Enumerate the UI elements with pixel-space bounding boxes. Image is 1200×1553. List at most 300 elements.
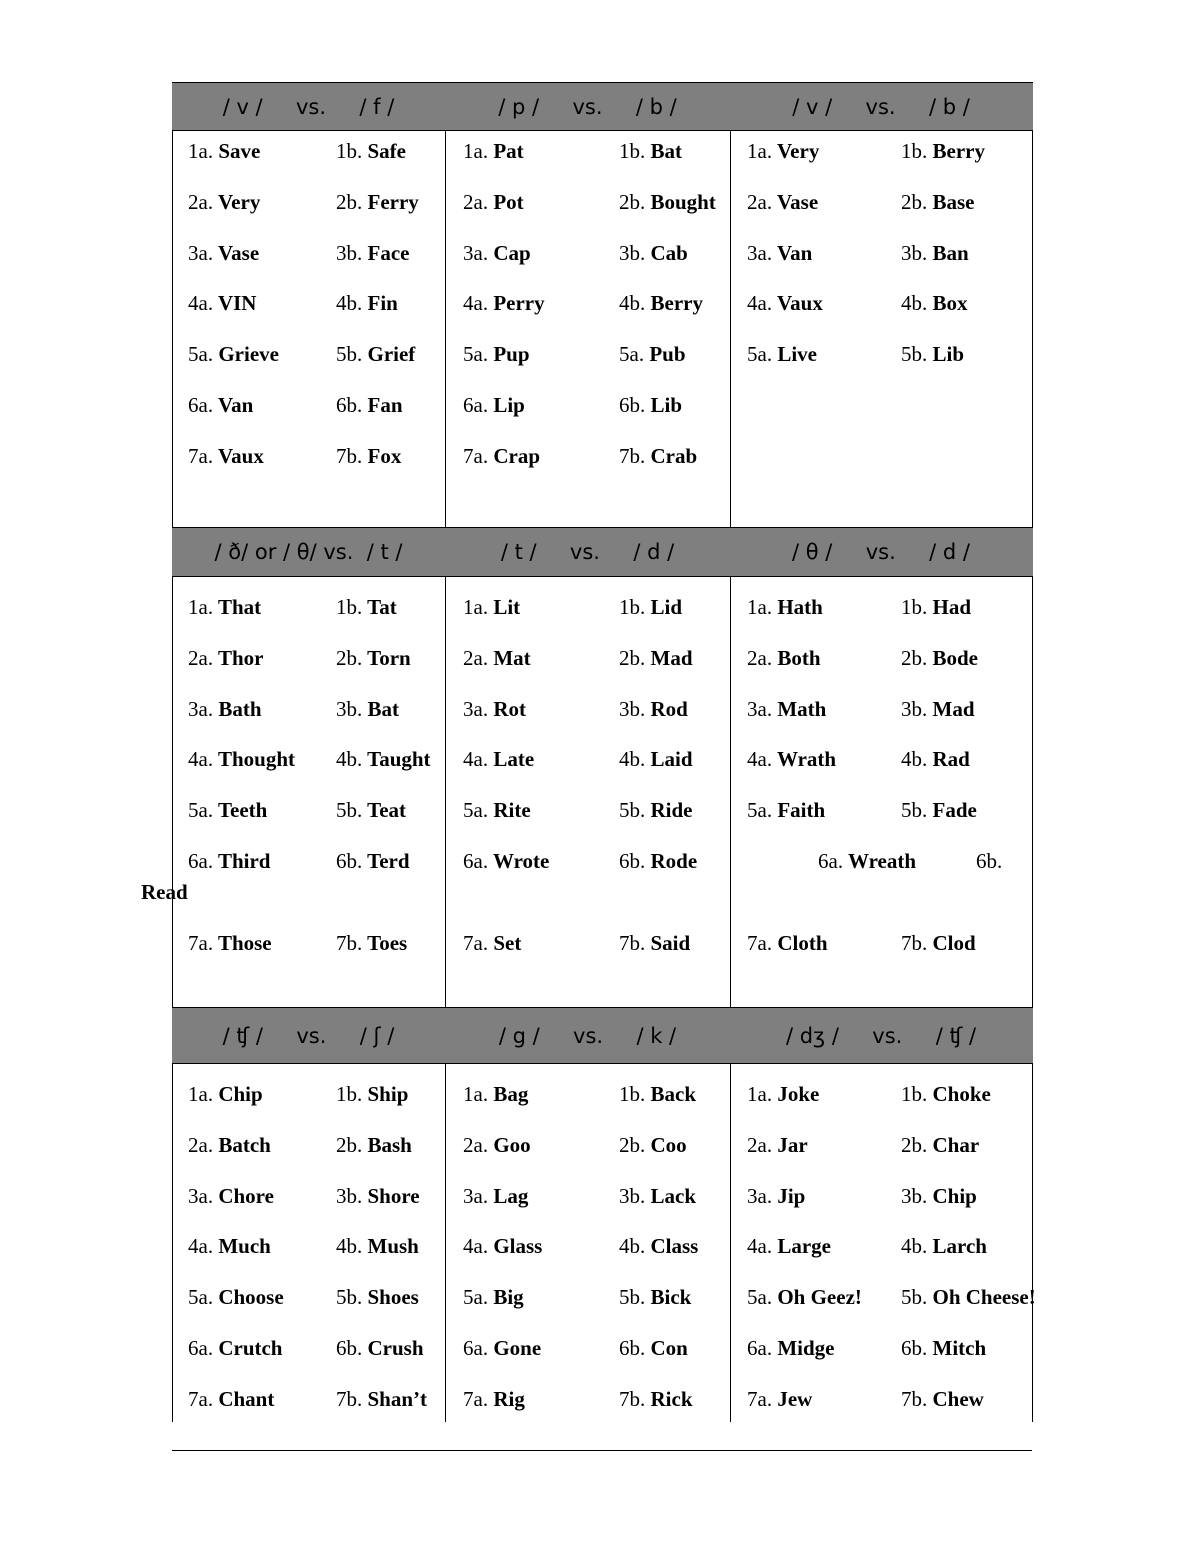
pair-label: 7b.: [336, 443, 363, 468]
pair-label: 7a.: [188, 1386, 214, 1411]
pair-word: That: [213, 595, 262, 619]
pair-word: Jar: [772, 1132, 808, 1157]
pair-label: 4b.: [619, 291, 646, 316]
word-a: [188, 849, 270, 873]
pair-label: 4a.: [747, 291, 773, 316]
word-a: [463, 1234, 542, 1258]
word-b: [619, 595, 682, 619]
pair-word: Mitch: [927, 1336, 987, 1360]
word-a: [188, 1184, 274, 1208]
word-a: [463, 646, 531, 670]
word-a: [463, 931, 521, 955]
pair-label: 4b.: [901, 291, 928, 316]
pair-word: Chip: [927, 1183, 977, 1208]
footer-rule: [172, 1450, 1032, 1451]
pair-word: Pup: [488, 342, 530, 367]
word-a: [188, 1234, 271, 1258]
word-a: [747, 1133, 808, 1157]
pair-word: Pat: [488, 139, 524, 163]
pair-label: 1a.: [188, 139, 214, 163]
pair-label: 4a.: [463, 747, 489, 772]
pair-word: Crap: [488, 443, 540, 468]
pair-label: 7a.: [188, 930, 214, 955]
pair-word: Teat: [362, 798, 407, 823]
pair-word: Rig: [488, 1386, 525, 1411]
word-b: [901, 931, 976, 955]
pair-word: Vase: [772, 189, 819, 214]
pair-word: Math: [772, 696, 827, 721]
pair-word: Thought: [213, 747, 295, 772]
pair-label: 2b.: [901, 1132, 928, 1157]
pair-label: 2b.: [336, 645, 363, 670]
word-b: [336, 241, 409, 265]
word-b: [901, 190, 975, 214]
word-a: [188, 139, 260, 163]
pair-word: Torn: [362, 645, 411, 670]
pair-word: Chore: [213, 1183, 274, 1208]
pair-label: 3b.: [336, 240, 363, 265]
word-b: [619, 747, 693, 771]
pair-word: Back: [645, 1082, 697, 1106]
pair-label: 5b.: [619, 798, 646, 823]
pair-label: 2a.: [747, 189, 773, 214]
word-a: [188, 595, 261, 619]
pair-word: Shan’t: [362, 1386, 428, 1411]
word-b: [336, 1336, 424, 1360]
pair-word: Grief: [362, 342, 416, 367]
pair-label: 6a.: [188, 1336, 214, 1360]
pair-word: Wrote: [488, 849, 550, 873]
column-header: / ʧ / vs. / ʃ /: [222, 1024, 395, 1048]
word-a: [463, 393, 525, 417]
pair-label: 5a.: [463, 798, 489, 823]
pair-word: Class: [645, 1234, 699, 1259]
word-b: [336, 1082, 408, 1106]
word-b: [336, 190, 419, 214]
word-b: [336, 342, 415, 366]
pair-label: 2b.: [619, 189, 646, 214]
word-b: [901, 697, 975, 721]
pair-label: 3b.: [336, 1183, 363, 1208]
pair-label: 5a.: [188, 798, 214, 823]
pair-label: 4b.: [901, 747, 928, 772]
word-a: [463, 444, 540, 468]
pair-label: 3a.: [747, 240, 773, 265]
pair-word: Larch: [927, 1234, 987, 1259]
pair-word: Vaux: [213, 443, 264, 468]
pair-label: 4a.: [463, 291, 489, 316]
word-a: [463, 291, 545, 315]
word-b: [619, 190, 716, 214]
pair-label: 4a.: [747, 747, 773, 772]
pair-label: 7b.: [336, 930, 363, 955]
pair-word: Wrath: [772, 747, 837, 772]
pair-word: Char: [927, 1132, 980, 1157]
pair-word: Vaux: [772, 291, 823, 316]
pair-word: Set: [488, 930, 522, 955]
pair-word: Said: [645, 930, 691, 955]
pair-label: 3a.: [747, 1183, 773, 1208]
pair-label: 4b.: [619, 1234, 646, 1259]
pair-word: Jew: [772, 1386, 813, 1411]
pair-word: Big: [488, 1285, 524, 1310]
pair-label: 4b.: [336, 1234, 363, 1259]
word-a: [188, 1336, 283, 1360]
pair-word: Cloth: [772, 930, 828, 955]
word-b: [336, 747, 431, 771]
pair-label: 1a.: [188, 1082, 214, 1106]
word-b: [336, 444, 401, 468]
column-header: / t / vs. / d /: [500, 540, 675, 564]
pair-word: Rod: [645, 696, 688, 721]
pair-label: 6b.: [336, 849, 363, 873]
word-a: [463, 798, 531, 822]
pair-label: 3a.: [747, 696, 773, 721]
pair-word: Clod: [927, 930, 976, 955]
word-b: [901, 595, 971, 619]
word-a: [747, 595, 823, 619]
pair-word: Cab: [645, 240, 688, 265]
pair-word: Crutch: [213, 1336, 283, 1360]
pair-word: Rite: [488, 798, 531, 823]
column-header: / p / vs. / b /: [498, 95, 677, 119]
pair-label: 1a.: [747, 139, 773, 163]
word-a: [188, 342, 279, 366]
pair-word: Oh Geez!: [772, 1285, 862, 1310]
pair-label: 4a.: [188, 291, 214, 316]
column-header: / v / vs. / b /: [792, 95, 970, 119]
pair-word: Ship: [362, 1082, 409, 1106]
pair-word: Shore: [362, 1183, 420, 1208]
pair-label: 6a.: [463, 849, 489, 873]
pair-word: Berry: [927, 139, 985, 163]
pair-word: Chant: [213, 1386, 275, 1411]
pair-label: 6b.: [336, 1336, 363, 1360]
word-a: [188, 798, 267, 822]
word-b: [336, 595, 397, 619]
word-b: [901, 1285, 1036, 1309]
word-b: [901, 1133, 979, 1157]
word-a: [463, 1133, 531, 1157]
pair-word: Safe: [362, 139, 406, 163]
word-a: [463, 190, 524, 214]
word-a: [463, 1336, 541, 1360]
pair-label: 7b.: [901, 930, 928, 955]
word-b: [901, 798, 977, 822]
pair-label: 2b.: [901, 645, 928, 670]
pair-label: 5a.: [619, 342, 645, 367]
pair-label: 6a.: [188, 393, 214, 417]
pair-word: Fox: [362, 443, 402, 468]
pair-word: Fin: [362, 291, 398, 316]
pair-word: Faith: [772, 798, 826, 823]
pair-word: Face: [362, 240, 410, 265]
pair-label: 3b.: [901, 240, 928, 265]
column-header: / g / vs. / k /: [498, 1024, 677, 1048]
pair-word: Bick: [645, 1285, 692, 1310]
word-a: [463, 1184, 528, 1208]
pair-word: Box: [927, 291, 968, 316]
word-a: [747, 697, 826, 721]
pair-word: Bought: [645, 189, 716, 214]
word-a: [747, 931, 828, 955]
pair-word: Bat: [362, 696, 399, 721]
pair-word: Ride: [645, 798, 693, 823]
word-b: [619, 139, 682, 163]
word-b: [976, 849, 1002, 873]
pair-word: Rode: [645, 849, 698, 873]
pair-word: Mad: [927, 696, 975, 721]
pair-label: 7b.: [336, 1386, 363, 1411]
pair-label: 7b.: [619, 1386, 646, 1411]
pair-label: 5a.: [188, 342, 214, 367]
word-a: [188, 291, 256, 315]
column-divider: [445, 82, 446, 1422]
pair-label: 6b.: [619, 849, 646, 873]
word-b: [336, 1387, 427, 1411]
pair-word: Lag: [488, 1183, 529, 1208]
column-divider: [1032, 82, 1033, 1422]
pair-word: Live: [772, 342, 817, 367]
column-header: / ð/ or / θ/ vs. / t /: [214, 540, 403, 564]
pair-word: Ban: [927, 240, 969, 265]
pair-word: Coo: [645, 1132, 687, 1157]
pair-label: 7a.: [747, 930, 773, 955]
pair-label: 3a.: [188, 240, 214, 265]
pair-label: 1b.: [336, 1082, 363, 1106]
pair-word: Hath: [772, 595, 823, 619]
word-a: [463, 595, 520, 619]
pair-label: 6a.: [188, 849, 214, 873]
pair-word: Lip: [488, 393, 525, 417]
pair-label: 3b.: [619, 1183, 646, 1208]
word-a: [747, 1285, 862, 1309]
word-a: [747, 1336, 834, 1360]
pair-word: Grieve: [213, 342, 279, 367]
pair-label: 6b.: [901, 1336, 928, 1360]
pair-word: Midge: [772, 1336, 835, 1360]
pair-word: Terd: [362, 849, 410, 873]
pair-word: Lib: [927, 342, 965, 367]
pair-label: 1b.: [901, 139, 928, 163]
pair-word: Laid: [645, 747, 693, 772]
word-a: [747, 798, 825, 822]
pair-word: Very: [772, 139, 820, 163]
pair-label: 1b.: [336, 139, 363, 163]
pair-label: 3a.: [463, 696, 489, 721]
word-a: [463, 342, 530, 366]
word-a: [747, 241, 812, 265]
pair-label: 7b.: [901, 1386, 928, 1411]
word-a: [188, 1285, 284, 1309]
pair-label: 4a.: [188, 747, 214, 772]
word-b: [619, 1133, 687, 1157]
word-a: [463, 241, 531, 265]
pair-word: Lib: [645, 393, 683, 417]
pair-label: 3b.: [901, 696, 928, 721]
pair-word: Base: [927, 189, 975, 214]
word-a: [463, 697, 526, 721]
word-a: [463, 747, 534, 771]
column-header: / dʒ / vs. / ʧ /: [785, 1024, 977, 1048]
word-b: [336, 1234, 419, 1258]
word-a: [747, 190, 818, 214]
pair-word: VIN: [213, 291, 257, 316]
pair-label: 2b.: [901, 189, 928, 214]
word-a: [188, 393, 253, 417]
pair-label: 5b.: [336, 1285, 363, 1310]
pair-word: Crab: [645, 443, 698, 468]
pair-word: Bath: [213, 696, 262, 721]
pair-word: Glass: [488, 1234, 543, 1259]
pair-label: 1a.: [747, 595, 773, 619]
pair-label: 7a.: [463, 930, 489, 955]
word-b: [619, 1336, 688, 1360]
word-b: [901, 747, 970, 771]
word-a: [463, 139, 524, 163]
word-a: [747, 646, 821, 670]
pair-word: Goo: [488, 1132, 531, 1157]
pair-word: Much: [213, 1234, 271, 1259]
pair-label: 5a.: [188, 1285, 214, 1310]
pair-word: Ferry: [362, 189, 419, 214]
word-a: [188, 1082, 263, 1106]
word-b: [619, 697, 688, 721]
pair-word: Oh Cheese!: [927, 1285, 1036, 1310]
pair-word: Third: [213, 849, 271, 873]
pair-label: 5a.: [747, 1285, 773, 1310]
word-a: [463, 1082, 528, 1106]
pair-label: 2a.: [463, 645, 489, 670]
pair-label: 6b.: [336, 393, 363, 417]
pair-label: 5b.: [619, 1285, 646, 1310]
word-b: [901, 1082, 991, 1106]
pair-label: 1b.: [619, 595, 646, 619]
pair-word: Very: [213, 189, 261, 214]
pair-label: 3a.: [188, 696, 214, 721]
pair-label: 4a.: [747, 1234, 773, 1259]
word-b: [336, 1184, 420, 1208]
word-b: [619, 1387, 693, 1411]
pair-label: 1b.: [619, 1082, 646, 1106]
pair-word: Van: [213, 393, 254, 417]
pair-word: Toes: [362, 930, 408, 955]
pair-word: Perry: [488, 291, 545, 316]
pair-label: 3a.: [188, 1183, 214, 1208]
pair-label: 7a.: [463, 443, 489, 468]
pair-word: Van: [772, 240, 813, 265]
pair-word: Berry: [645, 291, 703, 316]
pair-label: 4b.: [619, 747, 646, 772]
pair-label: 6a.: [463, 393, 489, 417]
word-b: [619, 1082, 696, 1106]
pair-word: Wreath: [843, 849, 917, 873]
pair-label: 3a.: [463, 240, 489, 265]
pair-label: 5a.: [747, 798, 773, 823]
word-b: [901, 1387, 984, 1411]
pair-label: 4b.: [336, 291, 363, 316]
pair-label: 2a.: [747, 645, 773, 670]
word-b: [336, 646, 411, 670]
word-a: [818, 849, 916, 873]
word-b: [336, 931, 407, 955]
pair-label: 1a.: [747, 1082, 773, 1106]
word-a: [747, 747, 836, 771]
word-b: [901, 646, 978, 670]
word-b: [619, 342, 686, 366]
column-divider: [730, 82, 731, 1422]
word-b: [901, 1234, 987, 1258]
word-b: [901, 139, 985, 163]
pair-label: 7a.: [747, 1386, 773, 1411]
pair-label: 1b.: [901, 1082, 928, 1106]
pair-word: Cap: [488, 240, 531, 265]
word-b: [619, 241, 688, 265]
pair-label: 3b.: [619, 240, 646, 265]
word-b: [901, 241, 969, 265]
pair-label: 2b.: [619, 1132, 646, 1157]
pair-label: 6b.: [976, 849, 1003, 873]
word-b: [619, 931, 690, 955]
pair-word: Pot: [488, 189, 524, 214]
pair-word: Both: [772, 645, 821, 670]
word-b: [336, 1285, 419, 1309]
word-b: [901, 1184, 977, 1208]
pair-label: 7b.: [619, 443, 646, 468]
pair-word: Vase: [213, 240, 260, 265]
pair-word: Large: [772, 1234, 831, 1259]
pair-label: 2a.: [188, 645, 214, 670]
pair-label: 1a.: [188, 595, 214, 619]
word-b: [336, 849, 410, 873]
pair-label: 5b.: [901, 342, 928, 367]
pair-word: Fade: [927, 798, 977, 823]
pair-word: Mat: [488, 645, 531, 670]
word-b: [619, 849, 697, 873]
pair-word: Jip: [772, 1183, 806, 1208]
word-a: [747, 1387, 812, 1411]
word-b: [619, 291, 703, 315]
pair-word: Rot: [488, 696, 526, 721]
pair-label: 7a.: [463, 1386, 489, 1411]
word-a: [747, 291, 823, 315]
word-a: [188, 1133, 271, 1157]
word-a: [188, 190, 260, 214]
pair-label: 3b.: [619, 696, 646, 721]
word-b: [336, 393, 403, 417]
pair-word: Save: [213, 139, 261, 163]
word-b: [619, 646, 693, 670]
word-a: [747, 1184, 805, 1208]
pair-word: Thor: [213, 645, 264, 670]
word-a: [188, 444, 264, 468]
pair-label: 3b.: [336, 696, 363, 721]
word-b: [619, 1285, 691, 1309]
stray-word: Read: [141, 880, 188, 904]
pair-word: Had: [927, 595, 972, 619]
word-a: [188, 241, 259, 265]
word-b: [619, 1184, 696, 1208]
word-a: [747, 139, 819, 163]
pair-label: 4b.: [901, 1234, 928, 1259]
pair-word: Chew: [927, 1386, 984, 1411]
pair-word: Bash: [362, 1132, 412, 1157]
pair-word: Pub: [644, 342, 686, 367]
pair-word: Teeth: [213, 798, 268, 823]
pair-word: Choke: [927, 1082, 991, 1106]
pair-word: Bat: [645, 139, 682, 163]
pair-label: 2a.: [463, 189, 489, 214]
